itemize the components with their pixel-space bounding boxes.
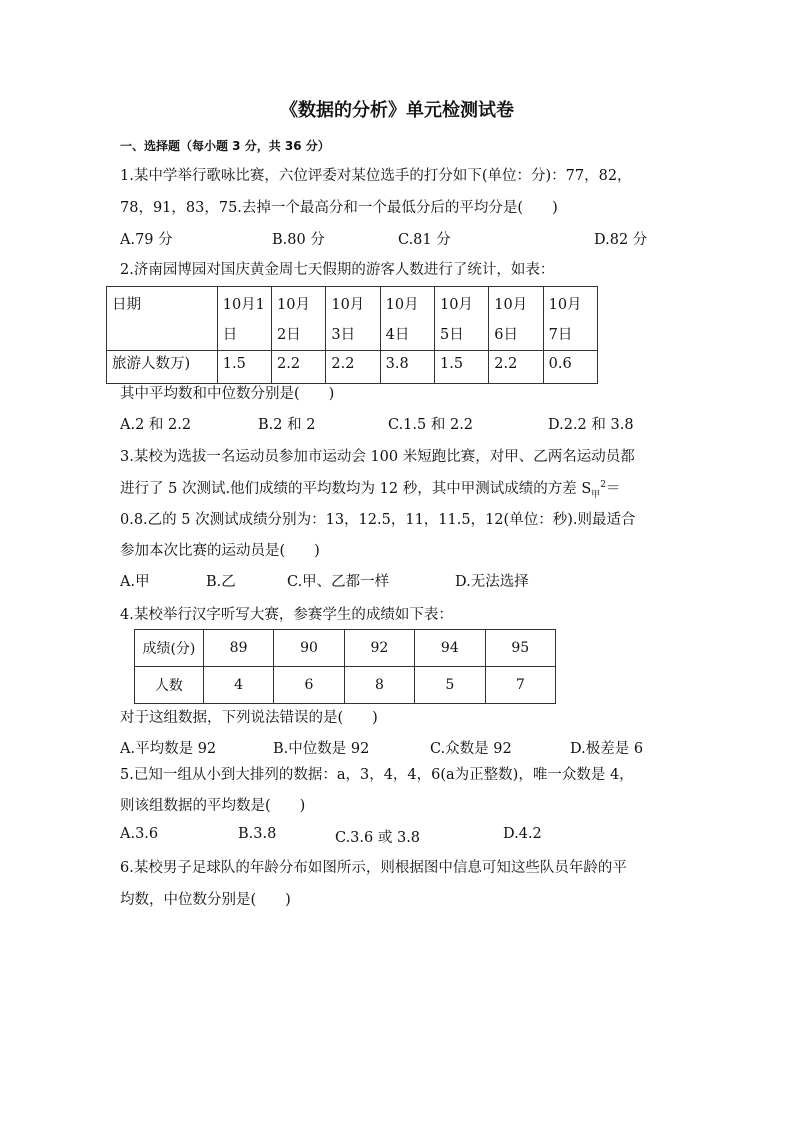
q4-line1: 4.某校举行汉字听写大赛，参赛学生的成绩如下表： — [120, 607, 453, 623]
q3-line4: 参加本次比赛的运动员是( ) — [120, 543, 320, 559]
q5-line2: 则该组数据的平均数是( ) — [120, 798, 306, 814]
q5-option-d: D.4.2 — [503, 826, 542, 842]
value-cell: 2.2 — [272, 351, 326, 384]
q1-option-b: B.80 分 — [272, 232, 325, 248]
q1-option-c: C.81 分 — [398, 232, 451, 248]
q3-option-b: B.乙 — [206, 574, 236, 590]
count-cell: 6 — [274, 667, 344, 704]
q5-option-b: B.3.8 — [238, 826, 277, 842]
table-header-label: 日期 — [107, 287, 218, 351]
date-cell: 10月 7日 — [543, 287, 597, 351]
q1-line1: 1.某中学举行歌咏比赛，六位评委对某位选手的打分如下(单位：分)：77，82， — [120, 168, 632, 184]
q2-line1: 2.济南园博园对国庆黄金周七天假期的游客人数进行了统计，如表： — [120, 262, 555, 278]
value-cell: 0.6 — [543, 351, 597, 384]
value-cell: 2.2 — [326, 351, 380, 384]
count-cell: 8 — [344, 667, 414, 704]
q3-line1: 3.某校为选拔一名运动员参加市运动会 100 米短跑比赛，对甲、乙两名运动员都 — [120, 449, 635, 465]
count-row-label: 人数 — [135, 667, 204, 704]
page-title: 《数据的分析》单元检测试卷 — [280, 100, 514, 121]
count-cell: 5 — [415, 667, 485, 704]
q1-option-d: D.82 分 — [594, 232, 648, 248]
date-cell: 10月1 日 — [217, 287, 271, 351]
score-cell: 94 — [415, 630, 485, 667]
count-cell: 4 — [203, 667, 273, 704]
q2-option-d: D.2.2 和 3.8 — [548, 417, 634, 433]
value-cell: 3.8 — [380, 351, 434, 384]
q1-option-a: A.79 分 — [120, 232, 173, 248]
score-cell: 89 — [203, 630, 273, 667]
q6-line2: 均数，中位数分别是( ) — [120, 892, 291, 908]
q2-line2: 其中平均数和中位数分别是( ) — [120, 386, 335, 402]
q5-option-a: A.3.6 — [120, 826, 159, 842]
q4-option-a: A.平均数是 92 — [120, 741, 217, 757]
section-heading: 一、选择题（每小题 3 分，共 36 分） — [120, 139, 330, 153]
q3-option-c: C.甲、乙都一样 — [287, 574, 390, 590]
date-cell: 10月 4日 — [380, 287, 434, 351]
q4-line2: 对于这组数据，下列说法错误的是( ) — [120, 710, 378, 726]
visitor-table — [106, 286, 598, 384]
date-cell: 10月 2日 — [272, 287, 326, 351]
q4-option-c: C.众数是 92 — [430, 741, 512, 757]
q3-line3: 0.8.乙的 5 次测试成绩分别为：13，12.5，11，11.5，12(单位：秒).则最适合 — [120, 512, 636, 528]
q2-option-a: A.2 和 2.2 — [120, 417, 192, 433]
date-cell: 10月 6日 — [489, 287, 543, 351]
q4-option-b: B.中位数是 92 — [273, 741, 370, 757]
score-cell: 95 — [485, 630, 555, 667]
q3-option-d: D.无法选择 — [455, 574, 529, 590]
value-cell: 1.5 — [217, 351, 271, 384]
q3-line2: 进行了 5 次测试.他们成绩的平均数均为 12 秒，其中甲测试成绩的方差 $S_甲^2=$ — [120, 480, 621, 500]
score-cell: 92 — [344, 630, 414, 667]
score-table — [134, 629, 556, 704]
count-cell: 7 — [485, 667, 555, 704]
score-row-label: 成绩(分) — [135, 630, 204, 667]
value-cell: 2.2 — [489, 351, 543, 384]
q5-line1: 5.已知一组从小到大排列的数据：a，3，4，4，6(a为正整数)，唯一众数是 4， — [120, 767, 634, 783]
q2-option-c: C.1.5 和 2.2 — [388, 417, 474, 433]
date-cell: 10月 3日 — [326, 287, 380, 351]
q6-line1: 6.某校男子足球队的年龄分布如图所示，则根据图中信息可知这些队员年龄的平 — [120, 860, 627, 876]
q4-option-d: D.极差是 6 — [570, 741, 644, 757]
q3-option-a: A.甲 — [120, 574, 150, 590]
q2-option-b: B.2 和 2 — [258, 417, 316, 433]
q5-option-c: C.3.6 或 3.8 — [335, 830, 421, 846]
table-row-label: 旅游人数万) — [107, 351, 218, 384]
value-cell: 1.5 — [434, 351, 488, 384]
q1-line2: 78，91，83，75.去掉一个最高分和一个最低分后的平均分是( ) — [120, 200, 558, 216]
date-cell: 10月 5日 — [434, 287, 488, 351]
score-cell: 90 — [274, 630, 344, 667]
